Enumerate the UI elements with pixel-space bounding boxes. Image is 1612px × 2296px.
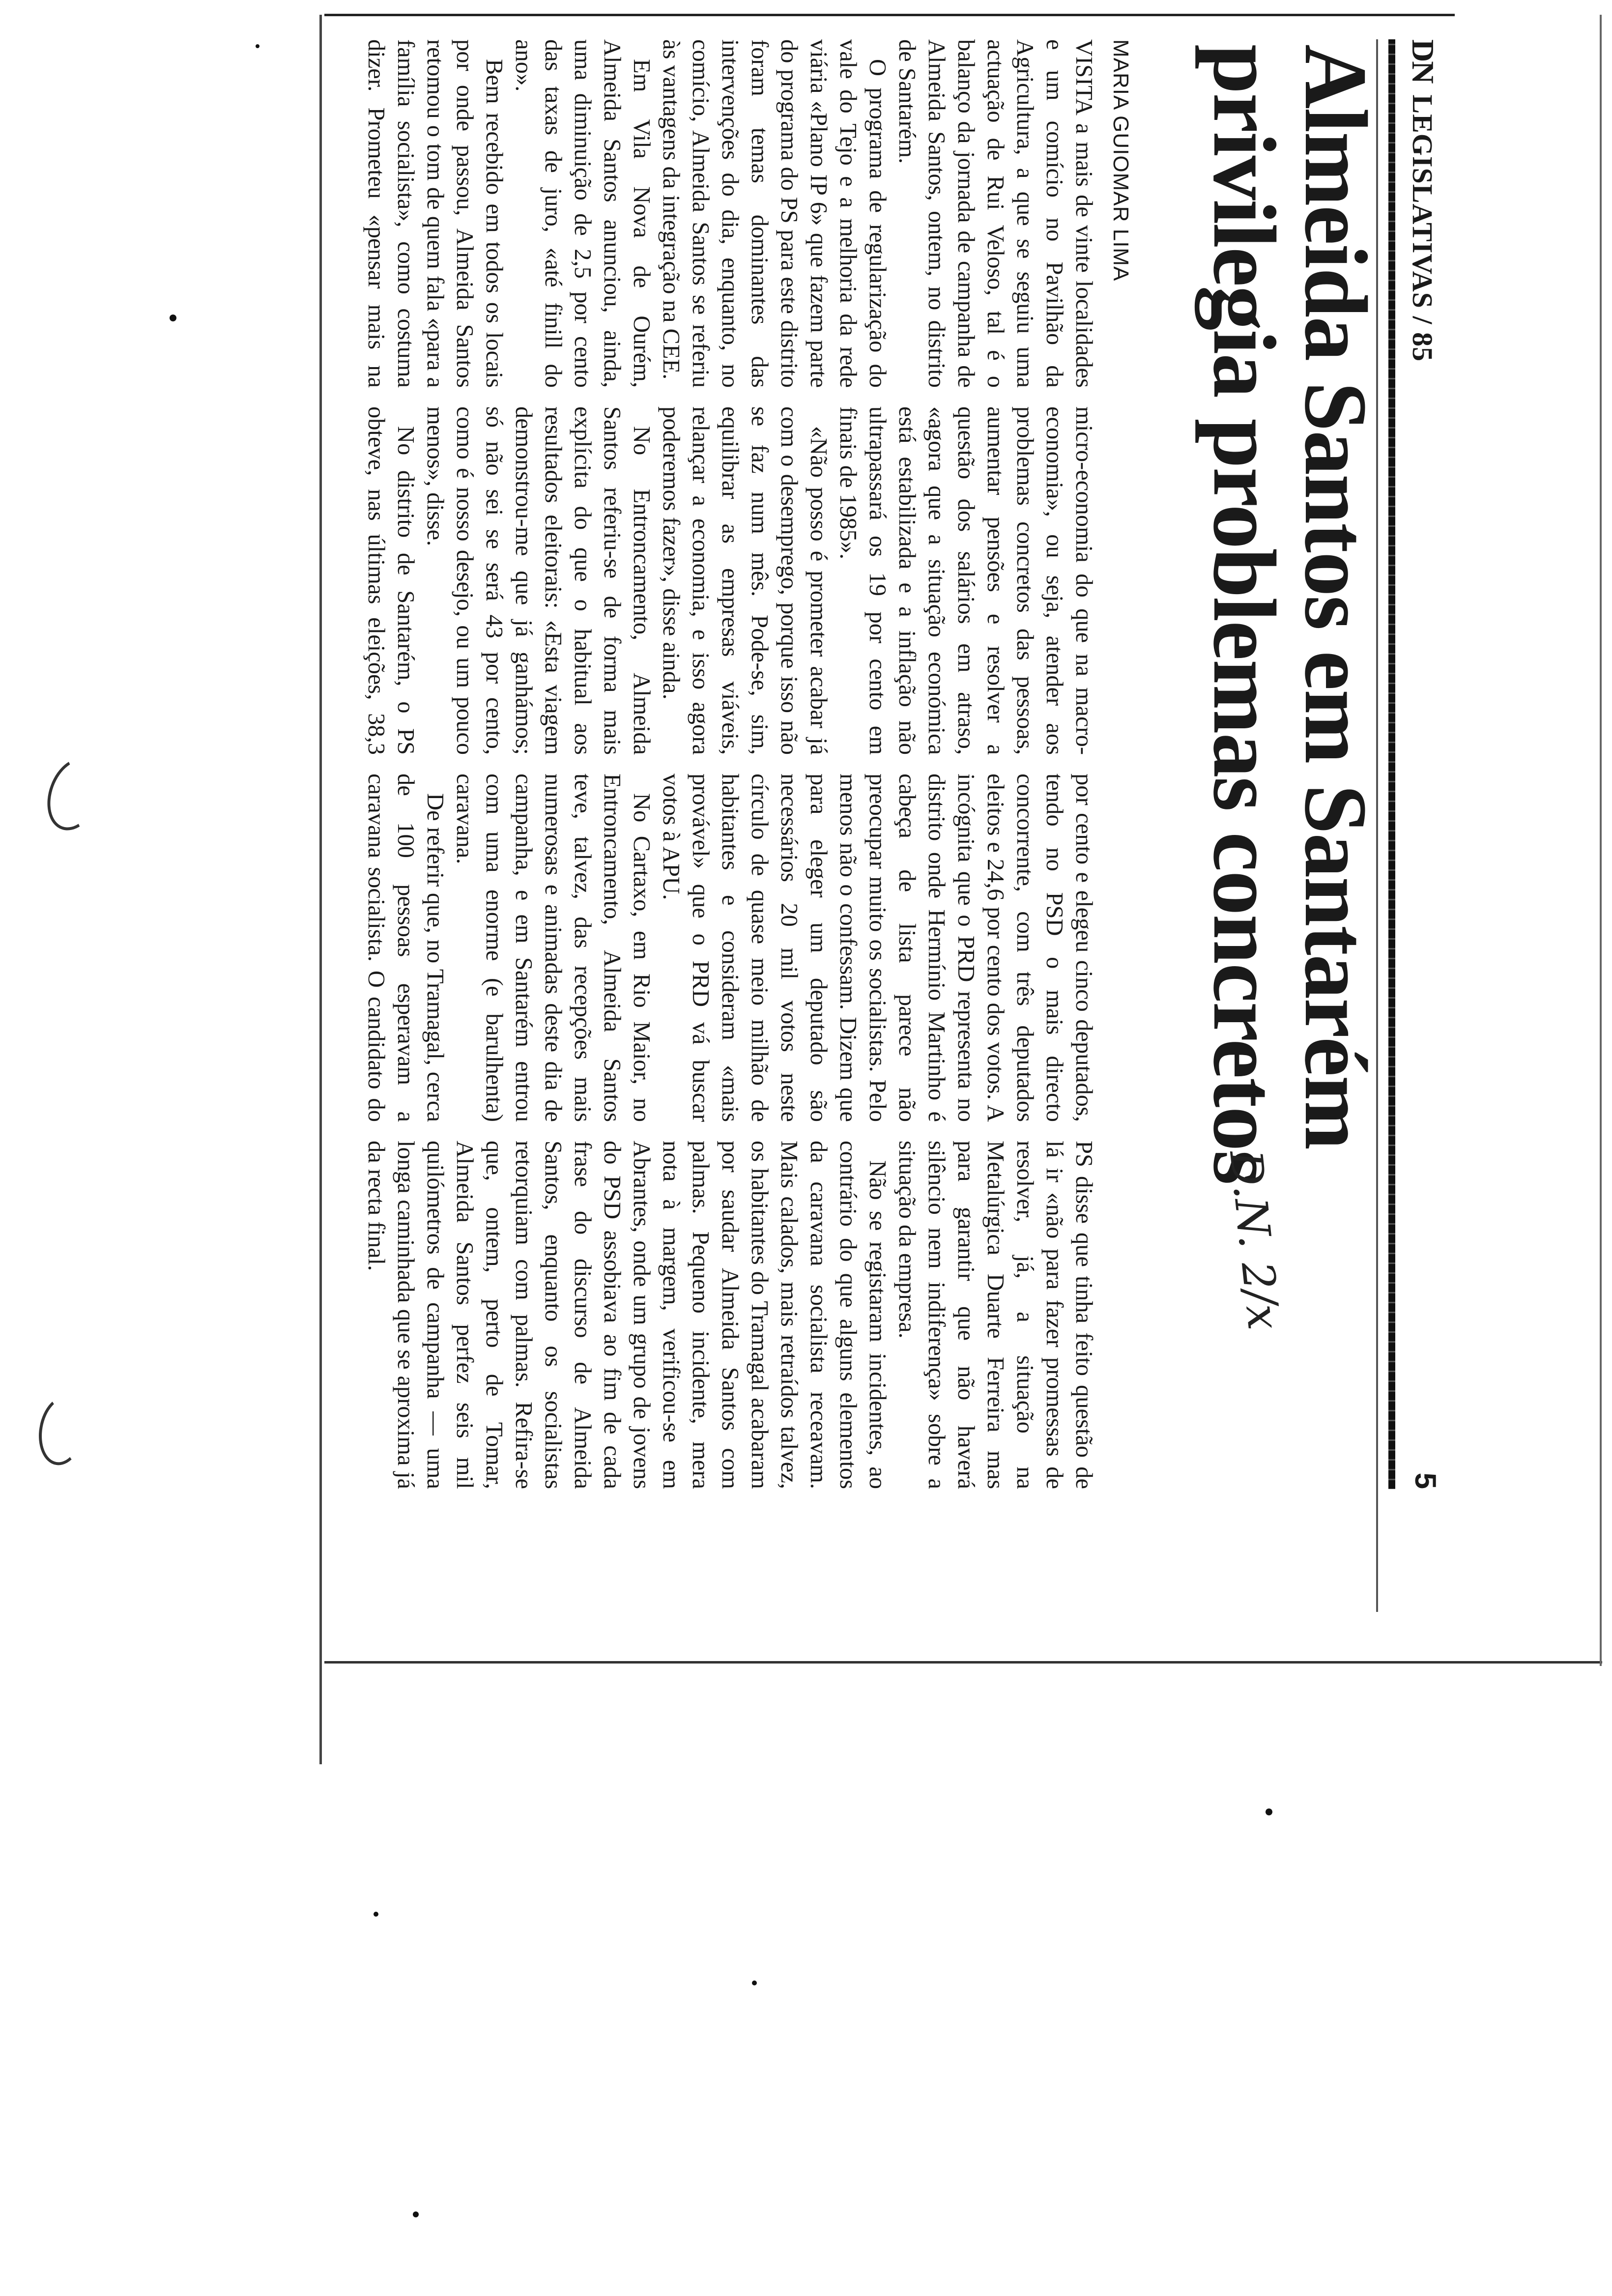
headline-line-2: privilegia problemas concretos	[1195, 44, 1294, 1184]
scan-speck	[413, 2211, 419, 2217]
lead-word: VISITA	[1071, 39, 1097, 116]
scan-edge-top	[324, 14, 1455, 16]
punch-mark-upper	[38, 750, 111, 838]
paragraph: No distrito de Santarém, o PS obteve, nas últimas eleições, 38,3 por cento e elegeu cinco deputados, tendo no PSD o mais directo concorrente, com três deputados eleitos e 24,6 por cento dos votos. A incógnita que o PRD representa no distrito onde Hermínio Martinho é cabeça de lista parece não preocupar muito os socialistas. Pelo menos não o confessam. Dizem que para eleger um deputado são necessários 20 mil votos neste círculo de quase meio milhão de habitantes e consideram «mais provável» que o PRD vá buscar votos à APU.	[363, 406, 1097, 1122]
paragraph: O programa de regularização do vale do Tejo e a melhoria da rede viária «Plano IP 6» que fazem parte do programa do PS para este distrito foram temas dominantes das intervenções do dia, enquanto, no comício, Almeida Santos se referiu às vantagens da integração na CEE.	[658, 39, 891, 388]
handwritten-annotation: D.N. 2/x	[1219, 1148, 1290, 1332]
headline-line-1: Almeida Santos em Santarém	[1286, 44, 1385, 1149]
scan-speck	[1266, 1808, 1272, 1815]
paragraph: No Cartaxo, em Rio Maior, no Entroncamento, Almeida Santos teve, talvez, das recepções mais numerosas e animadas deste dia de campanha, e em Santarém entrou com uma enorme (e barulhenta) caravana.	[452, 774, 655, 1122]
paragraph-text: a mais de vinte localidades e um comício no Pavilhão da Agricultura, a que se seguiu uma actuação de Rui Veloso, tal é o balanço da jornada de campanha de Almeida Santos, ontem, no distrito de Santarém.	[894, 39, 1097, 388]
scan-edge-left	[319, 15, 322, 1764]
paragraph	[892, 39, 1098, 388]
scan-speck	[374, 1912, 378, 1917]
paragraph: No Entroncamento, Almeida Santos referiu-se de forma mais explícita do que o habitual aos resultados eleitorais: «Esta viagem demonstrou-me que já ganhámos; só não sei se será 43 por cento, como é nosso desejo, ou um pouco menos», disse.	[422, 406, 655, 755]
scan-edge-bottom	[324, 1661, 1602, 1664]
scan-edge-right	[1600, 15, 1602, 1666]
scan-speck	[752, 1980, 757, 1985]
paragraph: «Não posso é prometer acabar já com o desemprego, porque isso não se faz num mês. Pode-se, sim, equilibrar as empresas viáveis, relançar a economia, e isso agora poderemos fazer», disse ainda.	[658, 406, 832, 755]
byline: MARIA GUIOMAR LIMA	[1109, 39, 1133, 282]
masthead	[1403, 39, 1442, 1489]
masthead-rule	[1388, 39, 1395, 1489]
page-number: 5	[1409, 1472, 1442, 1489]
headline	[1195, 44, 1385, 1469]
paragraph: Não se registaram incidentes, ao contrário do que alguns elementos da caravana socialista receavam. Mais calados, mais retraídos talvez, os habitantes do Tramagal acabaram por saudar Almeida Santos com palmas. Pequeno incidente, mera nota à margem, verificou-se em Abrantes, onde um grupo de jovens do PSD assobiava ao fim de cada frase do discurso de Almeida Santos, enquanto os socialistas retorquiam com palmas. Refira-se que, ontem, perto de Tomar, Almeida Santos perfez seis mil quilómetros de campanha — uma longa caminhada que se aproxima já da recta final.	[363, 1141, 891, 1489]
paragraph: De referir que, no Tramagal, cerca de 100 pessoas esperavam a caravana socialista. O candidato do PS disse que tinha feito questão de lá ir «não para fazer promessas de resolver, já, a situação na Metalúrgica Duarte Ferreira mas para garantir que não haverá silêncio nem indiferença» sobre a situação da empresa.	[363, 774, 1097, 1489]
scan-speck	[256, 44, 259, 48]
paragraph: Em Vila Nova de Ourém, Almeida Santos anunciou, ainda, uma diminuição de 2,5 por cento das taxas de juro, «até finill do ano».	[511, 39, 655, 388]
newspaper-clipping	[337, 39, 1442, 1489]
paragraph: Bem recebido em todos os locais por onde passou, Almeida Santos retomou o tom de quem fala «para a família socialista», como costuma dizer. Prometeu «pensar mais na micro-economia do que na macro-economia», ou seja, atender aos problemas concretos das pessoas, aumentar pensões e resolver a questão dos salários em atraso, «agora que a situação económica está estabilizada e a inflação não ultrapassará os 19 por cento em finais de 1985».	[363, 39, 1097, 755]
punch-mark-lower	[33, 1392, 90, 1469]
article-body	[351, 39, 1098, 1489]
scan-speck	[170, 315, 176, 321]
section-label: LEGISLATIVAS / 85	[1407, 94, 1439, 362]
newspaper-logo: DN	[1406, 39, 1440, 83]
